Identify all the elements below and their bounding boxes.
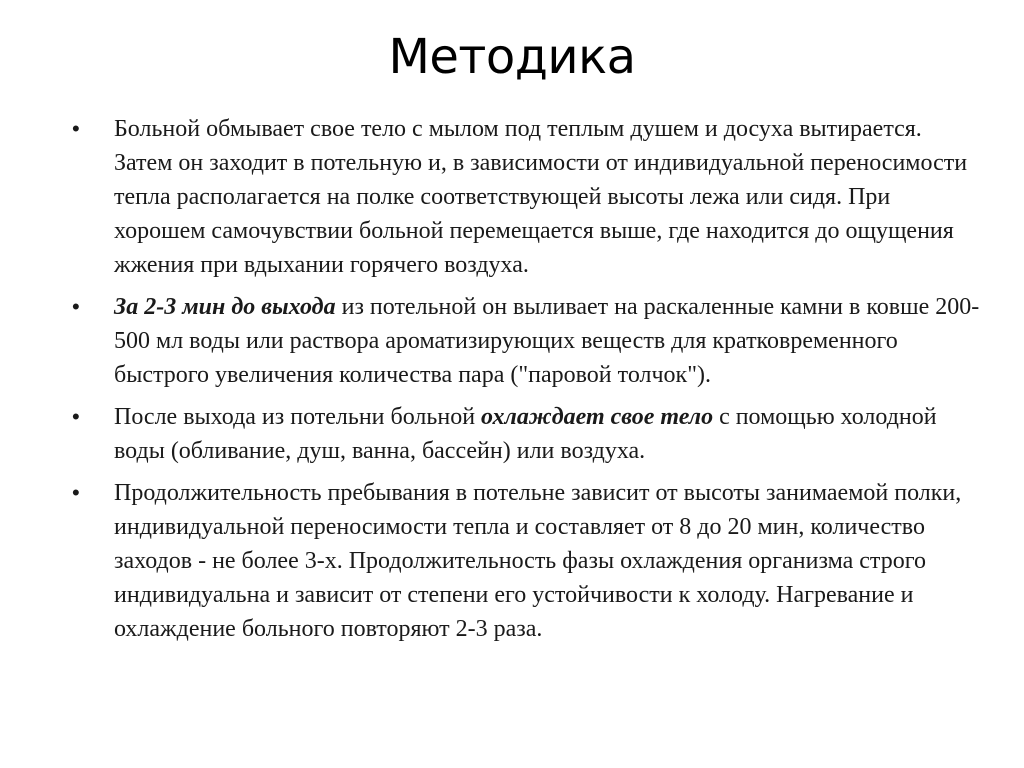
bullet-text: из потельной он выливает на раскаленные камни в ковше 200-500 мл воды или раствора ароматизирующих веществ для кратковременного быстрого увеличения количества пара ("паровой толчок"). xyxy=(114,294,980,388)
bullet-item-steam-push xyxy=(72,290,982,392)
bullet-text-before: После выхода из потельни больной xyxy=(114,404,482,430)
bullet-text-after: с помощью холодной воды (обливание, душ, ванна, бассейн) или воздуха. xyxy=(114,404,937,464)
bullet-item-cooling xyxy=(72,400,982,468)
bullet-list xyxy=(72,112,982,654)
bullet-emphasis: За 2-3 мин до выхода xyxy=(114,294,336,320)
bullet-text: Продолжительность пребывания в потельне зависит от высоты занимаемой полки, индивидуальной переносимости тепла и составляет от 8 до 20 мин, количество заходов - не более 3-х. Продолжительность фазы охлаждения организма строго индивидуальна и зависит от степени его устойчивости к холоду. Нагревание и охлаждение больного повторяют 2-3 раза. xyxy=(114,480,962,642)
slide-title: Методика xyxy=(388,29,636,85)
bullet-item-procedure xyxy=(72,112,982,282)
bullet-text: Больной обмывает свое тело с мылом под теплым душем и досуха вытирается. Затем он заходит в потельную и, в зависимости от индивидуальной переносимости тепла располагается на полке соответствующей высоты лежа или сидя. При хорошем самочувствии больной перемещается выше, где находится до ощущения жжения при вдыхании горячего воздуха. xyxy=(114,116,968,278)
bullet-item-duration xyxy=(72,476,982,646)
bullet-emphasis: охлаждает свое тело xyxy=(481,404,714,430)
